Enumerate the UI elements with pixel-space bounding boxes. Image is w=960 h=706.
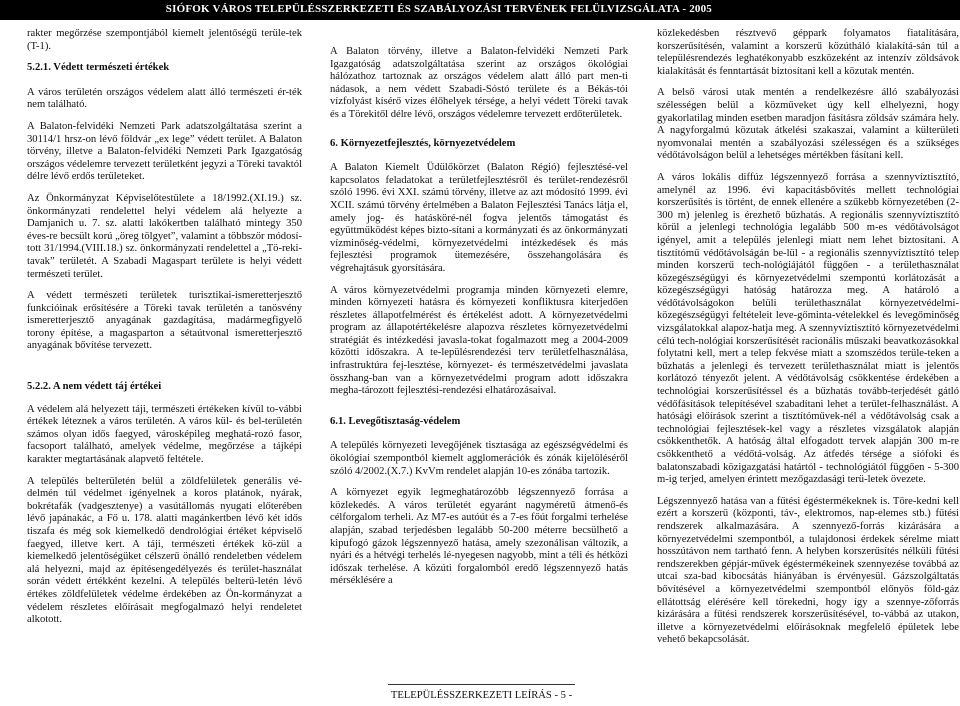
paragraph: A város területén országos védelem alatt álló természeti ér-ték nem található. — [27, 86, 302, 111]
paragraph: A Balaton törvény, illetve a Balaton-felvidéki Nemzeti Park Igazgatóság adatszolgáltatása szerint az országos ökológiai hálózathoz tartoznak az országos védelem alatt álló part men-ti nádasok, a nem védett Szabadi-Sóstó területe és a Békás-tói vízfolyást kísérő vizes élőhelyek térsége, a helyi védett Töreki tavak és a Törekitől délre lévő, országos védelemre tervezett erdőterületek. — [330, 46, 628, 120]
header-bar — [0, 0, 960, 20]
section-heading: 6.1. Levegőtisztaság-védelem — [330, 415, 461, 427]
paragraph: A Balaton-felvidéki Nemzeti Park adatszolgáltatása szerint a 30114/1 hrsz-on lévő földvár „ex lege” védett terület. A Balaton törvény, illetve a Balaton-felvidéki Nemzeti Park Igazgatóság országos védelemre tervezett területként jegyzi a Töreki tavaktól délre lévő erdős területeket. — [27, 120, 302, 183]
column-1 — [27, 28, 302, 627]
paragraph: Légszennyező hatása van a fűtési égéstermékeknek is. Töre-kedni kell ezért a korszerű (központi, táv-, elektromos, nap-elemes stb.) fűtési rendszerek alkalmazására. A szennyező-forrás kizárására a környezetvédelmi szempontból, a tulajdonosi érdekek sérelme miatt hosszútávon nem tartható fenn. A helyben korszerűsítés nélküli fűtési rendszerekben gépjár-művek égéstermékeinek szennyezése továbbá az utcai sza-bad kibocsátás hiányában is érvényesül. Gázszolgáltatás bővítésével a környezetvédelmi szempontból előnyös föld-gáz ellátottság elérésére kell törekedni, hogy így a szennye-zőforrás kizárására a fűtési rendszerek korszerűsítésével, to-vábbá az utakon, illetve a környezetvédelmi előírásoknak megfelelő épületek lebe vehető bekapcsolását. — [657, 495, 959, 646]
section-heading: 5.2.1. Védett természeti értékek — [27, 62, 170, 74]
paragraph: A város lokális diffúz légszennyező forrása a szennyvíztisztító, amelynél az 1996. évi kapacitásbővítés mellett technológiai korszerűsítés is történt, de ennek ellenére a szűkebb környezetében (2-300 m) jelenleg is érezhető bűzhatás. A regionális szennyvíztisztító körül a jelenlegi technológia legalább 500 m-es védőtávolságot igényel, amit a település jelenlegi miatt nem lehet biztosítani. A tisztítómű védőtávolságán be-lül - a regionális szennyvíztisztító telep minden korszerű tech-nológiájától függően - a területhasználat közegészségügyi és környezetvédelmi szempontú korlátozását a közegészségügyi hatóság határozza meg. A határoló a védőtávolságokon belüli területhasználat környezetvédelmi- közegészségügyi feltételeit leve-gőminta-vételekkel és levegőminőség vizsgálatokkal alapoz-hatja meg. A szennyvíztisztító környezetvédelmi célú tech-nológiai korszerűsítését racionális műszaki beavatkozásokkal folytatni kell, mert a telep fekvése miatt a szomszédos terüle-teken a bűzhatás a jelenlegi és tervezett területhasználat miatt is jelentős korlátozó tényezőt jelent. A védőtávolság csökkentése érdekében a technológiai korszerűsítéssel és a bűzhatás tovább-terjedését gátló védőfásítások telepítésével szabadítani lehet a terület-felhasználást. A hatósági előírások szerint a tisztítóművek-nél a védőtávolság csak a technológiai fejlesztések-kel vagy a részletes vizsgálatok alapján csökkenthetők. A hatóság által elfogadott tervek alapján 300 m-re csökkenthető a védőtá-volság. Az átfedés térsége a siófoki és balatonszabadi közigazgatási határtól - technológiától függően - 5-300 m-ig terjed, amelyen érintett mezőgazdasági terü-letek övezete. — [657, 171, 959, 486]
header-title: SIÓFOK VÁROS TELEPÜLÉSSZERKEZETI ÉS SZABÁLYOZÁSI TERVÉNEK FELÜLVIZSGÁLATA - 2005 — [165, 3, 712, 15]
column-3 — [657, 28, 959, 647]
paragraph: A védett természeti területek turisztikai-ismeretterjesztő funkcióinak erősítésére a Töreki tavak területén a tanösvény ismeretterjesztő anyagának gazdagítása, madármegfigyelő torony építése, a magasparton a sétaútvonal ismeretterjesztő anyagának bővítése tervezett. — [27, 290, 302, 352]
column-2 — [330, 46, 628, 588]
paragraph: A belső városi utak mentén a rendelkezésre álló szabályozási szélességen belül a közműveket úgy kell elhelyezni, hogy gyakorlatilag minden esetben maradjon fásításra zöldsáv számára hely. A nagyforgalmú közutak átkelési szakaszai, valamint a külterületi nyomvonalai mentén a szabályozási szélességen és a szükséges védőtávolságon belül a lehetséges mértékben fásítani kell. — [657, 87, 959, 162]
footer-rule — [388, 684, 575, 685]
paragraph: rakter megőrzése szempontjából kiemelt jelentőségű terüle-tek (T-1). — [27, 28, 302, 52]
paragraph: A település környezeti levegőjének tisztasága az egészségvédelmi és ökológiai szempontból kiemelt agglomerációk és zónák kijelöléséről szóló 4/2002.(X.7.) KvVm rendelet alapján 10-es zónába tartozik. — [330, 440, 628, 477]
paragraph: A Balaton Kiemelt Üdülőkörzet (Balaton Régió) fejlesztésé-vel kapcsolatos feladatokat a területfejlesztésről és terület-rendezésről szóló 1996. évi XXI. számú törvény, illetve az azt módosító 1999. évi XCII. számú törvény értelmében a Balaton Fejlesztési Tanács látja el, amely jog- és hatásköré-nél fogva jelentős támogatást és együttműködést képes bizto-sítani a kormányzati és az önkormányzati vízminőség-védelmi, környezetvédelmi intézkedések és más fejlesztési programok ütemezésére, összehangolására és végrehajtásuk gyorsítására. — [330, 162, 628, 274]
paragraph: A védelem alá helyezett táji, természeti értékeken kívül to-vábbi értékek léteznek a város területén. A város kül- és bel-területén számos olyan idős faegyed, városképileg meghatá-rozó fasor, facsoport található, amelyek védelme, megőrzése a tájképi karakter megtartásának alapvető feltétele. — [27, 403, 302, 466]
section-heading: 6. Környezetfejlesztés, környezetvédelem — [330, 137, 516, 149]
page-footer: TELEPÜLÉSSZERKEZETI LEÍRÁS - 5 - — [390, 690, 573, 701]
paragraph: A város környezetvédelmi programja minden környezeti elemre, minden környezeti hatásra és környezeti konfliktusra kiterjedően részletes állapotfelmérést és értékelést adott. A környezetvédelmi program az állapotértékelésre alapozva részletes környezetvédelmi stratégiát és intézkedési javasla-tokat fogalmazott meg a 2004-2009 közötti időszakra. A te-lepülésrendezési terv területfelhasználása, infrastruktúra fej-lesztése, környezet- és természetvédelmi javaslata összhang-ban van a környezetvédelmi program adott időszakra megha-tározott fejlesztési-rendezési elhatározásaival. — [330, 284, 628, 397]
paragraph: közlekedésben résztvevő géppark folyamatos fiatalítására, korszerűsítésén, valamint a korszerű közútháló kialakítá-sán túl a településrendezés leghatékonyabb eszközeként az intenzív zöldsávok kialakítását és fenntartását biztosítani kell a közutak mentén. — [657, 28, 959, 77]
paragraph: A település belterületén belül a zöldfelületek generális vé-delmén túl védelmet igényelnek a koros platánok, nyárak, bokrétafák (vadgesztenye) a vasútállomás nyugati előterében lévő japánakác, a Fő u. 178. alatti magánkertben lévő két idős tiszafa és még sok kiemelkedő dendrológiai értéket képviselő faegyed, illetve kert. A táji, természeti értékek kö-zül a kiemelkedő jelentőségüket célszerű önálló rendeletben védelem alá helyezni, majd az építésengedélyezés és terület-használat során védett értékként kezelni. A település belterü-letén lévő értékes zöldfelületek védelme érdekében az Ön-kormányzat a védelem részletes előírásait megfogalmazó helyi rendeletet alkotott. — [27, 475, 302, 626]
section-heading: 5.2.2. A nem védett táj értékei — [27, 381, 162, 393]
paragraph: A környezet egyik legmeghatározóbb légszennyező forrása a közlekedés. A város területét egyaránt nagyméretű átmenő-és célforgalom terheli. Az M7-es autóút és a 7-es főút forgalmi terhelése alapján, szabad terjedésben legalább 50-200 méterre becsülhető a kipufogó gázok légszennyező hatása, amely szezonálisan változik, a nyári és a hétvégi terhelés lé-nyegesen nagyobb, mint a téli és hétközi időszak terhelése. A közúti forgalomból eredő légszennyező hatás mérséklésére a — [330, 487, 628, 587]
paragraph: Az Önkormányzat Képviselőtestülete a 18/1992.(XI.19.) sz. önkormányzati rendelettel helyi védelem alá helyezte a Damjanich u. 7. sz. alatti lakókertben található mintegy 350 éves-re becsült korú „öreg tölgyet”, valamint a többször módosí-tott 31/1994.(VIII.18.) sz. önkormányzati rendelettel a „Tö-reki-tavak” területét. A Szabadi Magaspart területe is helyi védett természeti terület. — [27, 192, 302, 280]
